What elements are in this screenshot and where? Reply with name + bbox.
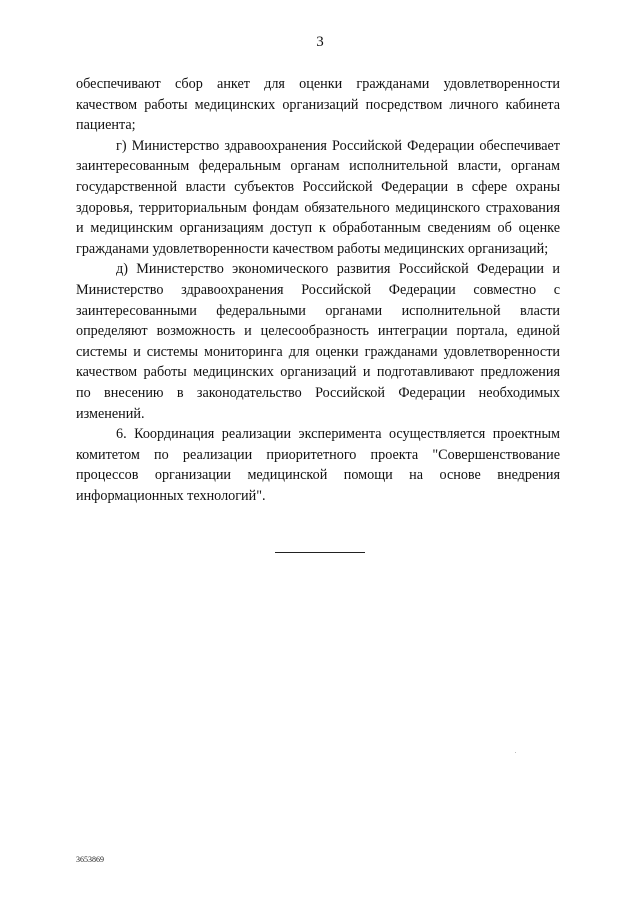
paragraph-item-g: г) Министерство здравоохранения Российской Федерации обеспечивает заинтересованным федеральным органам исполнительной власти, органам государственной власти субъектов Российской Федерации в сфере охраны здоровья, территориальным фондам обязательного медицинского страхования и медицинским организациям доступ к обработанным сведениям об оценке гражданами удовлетворенности качеством работы медицинских организаций; [76,137,560,257]
scan-speck [515,752,516,753]
page-number: 3 [316,34,324,50]
paragraph-item-d: д) Министерство экономического развития Российской Федерации и Министерство здравоохранения Российской Федерации совместно с заинтересованными федеральными органами исполнительной власти определяют возможность и целесообразность интеграции портала, единой системы и системы мониторинга для оценки гражданами удовлетворенности качеством работы медицинских организаций и подготавливают предложения по внесению в законодательство Российской Федерации необходимых изменений. [76,261,560,422]
document-code: 3653869 [76,855,104,864]
end-separator-line [275,552,365,553]
paragraph-continuation: обеспечивают сбор анкет для оценки гражданами удовлетворенности качеством работы медицинских организаций посредством личного кабинета пациента; [76,76,560,134]
paragraph-item-6: 6. Координация реализации эксперимента осуществляется проектным комитетом по реализации приоритетного проекта "Совершенствование процессов организации медицинской помощи на основе внедрения информационных технологий". [76,426,560,504]
document-body [76,74,560,506]
